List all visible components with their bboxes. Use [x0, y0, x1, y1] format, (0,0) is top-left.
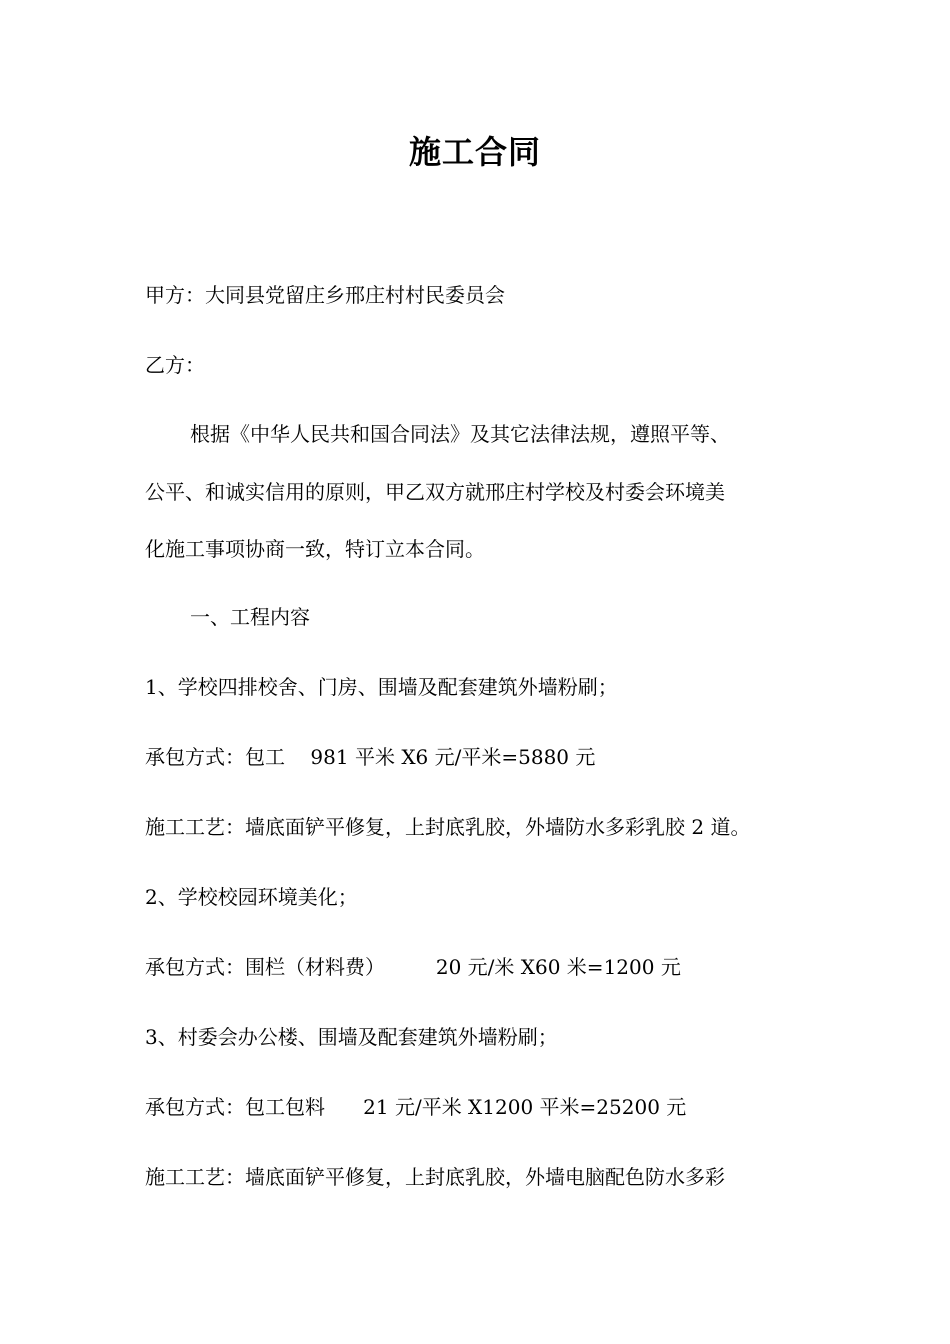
item-1-process: 施工工艺：墙底面铲平修复，上封底乳胶，外墙防水多彩乳胶 2 道。: [145, 815, 751, 839]
preamble-line-2: 公平、和诚实信用的原则，甲乙双方就邢庄村学校及村委会环境美: [145, 480, 725, 504]
item-3-process: 施工工艺：墙底面铲平修复，上封底乳胶，外墙电脑配色防水多彩: [145, 1165, 725, 1189]
item-1-title: 1、学校四排校舍、门房、围墙及配套建筑外墙粉刷；: [145, 675, 618, 699]
section-heading: 一、工程内容: [190, 605, 310, 629]
item-1-contract: 承包方式：包工 981 平米 X6 元/平米=5880 元: [145, 745, 596, 769]
item-3-title: 3、村委会办公楼、围墙及配套建筑外墙粉刷；: [145, 1025, 558, 1049]
item-3-contract: 承包方式：包工包料 21 元/平米 X1200 平米=25200 元: [145, 1095, 687, 1119]
party-a-line: 甲方：大同县党留庄乡邢庄村村民委员会: [145, 283, 505, 307]
party-b-line: 乙方：: [145, 353, 205, 377]
item-2-contract: 承包方式：围栏（材料费） 20 元/米 X60 米=1200 元: [145, 955, 681, 979]
item-2-title: 2、学校校园环境美化；: [145, 885, 358, 909]
preamble-line-1: 根据《中华人民共和国合同法》及其它法律法规，遵照平等、: [190, 422, 730, 446]
document-title: 施工合同: [408, 133, 541, 171]
preamble-line-3: 化施工事项协商一致，特订立本合同。: [145, 537, 485, 561]
